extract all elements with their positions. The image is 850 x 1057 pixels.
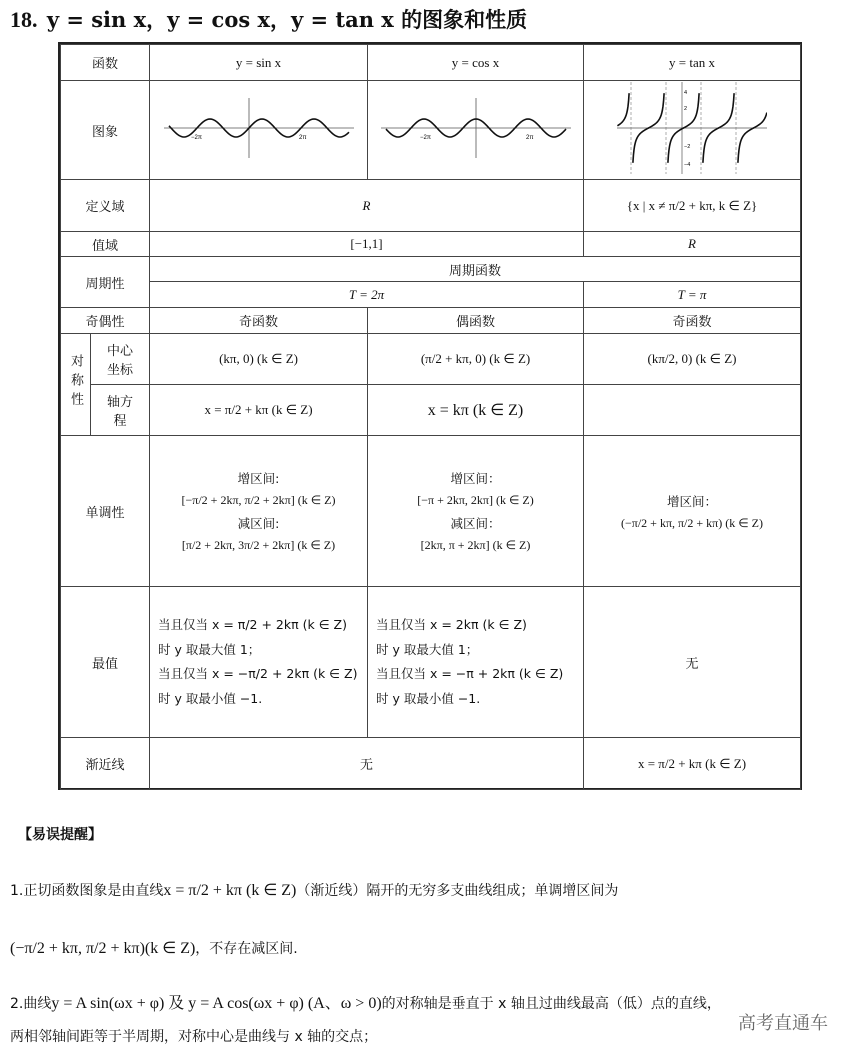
parity-tan: 奇函数	[584, 308, 801, 334]
cos-graph-cell	[368, 81, 584, 180]
monotonic-sin	[150, 436, 368, 587]
row-label-extrema: 最值	[61, 587, 150, 738]
header-function: 函数	[61, 45, 150, 81]
row-label-asymptote: 渐近线	[61, 738, 150, 790]
inc-label: 增区间：	[667, 493, 718, 509]
tick-neg2pi: −2π	[419, 135, 431, 141]
row-label-graph: 图象	[61, 81, 150, 180]
cos-inc: [−π + 2kπ, 2kπ] (k ∈ Z)	[417, 493, 534, 507]
tick-neg2: −2	[684, 144, 691, 150]
sin-inc: [−π/2 + 2kπ, π/2 + 2kπ] (k ∈ Z)	[181, 493, 336, 507]
parity-sin: 奇函数	[150, 308, 368, 334]
period-type: 周期函数	[150, 257, 801, 282]
section-title	[10, 4, 527, 34]
header-sin: y = sin x	[150, 45, 368, 81]
axis-cos: x = kπ (k ∈ Z)	[368, 385, 584, 436]
section-number: 18.	[10, 7, 38, 32]
monotonic-cos	[368, 436, 584, 587]
table-row	[61, 308, 801, 334]
cos-min-cond: 当且仅当 x = −π + 2kπ (k ∈ Z)	[376, 666, 564, 681]
asymptote-sincos: 无	[150, 738, 584, 790]
header-tan: y = tan x	[584, 45, 801, 81]
axis-tan-empty	[584, 385, 801, 436]
tick-neg2pi: −2π	[190, 135, 202, 141]
watermark: 高考直通车	[738, 1013, 828, 1034]
axis-sin: x = π/2 + kπ (k ∈ Z)	[150, 385, 368, 436]
table-row	[61, 436, 801, 587]
extrema-cos	[368, 587, 584, 738]
tan-inc: (−π/2 + kπ, π/2 + kπ) (k ∈ Z)	[621, 515, 763, 530]
row-label-symmetry: 对称性	[61, 334, 91, 436]
row-label-monotonic: 单调性	[61, 436, 150, 587]
cos-max: 时 y 取最大值 1；	[376, 641, 479, 657]
sin-min-cond: 当且仅当 x = −π/2 + 2kπ (k ∈ Z)	[158, 666, 358, 681]
table-row	[61, 587, 801, 738]
section-title-text: y = sin x，y = cos x，y = tan x 的图象和性质	[46, 7, 528, 32]
asymptote-tan: x = π/2 + kπ (k ∈ Z)	[584, 738, 801, 790]
tick-2pi: 2π	[525, 135, 533, 141]
table-row	[61, 334, 801, 385]
center-cos: (π/2 + kπ, 0) (k ∈ Z)	[368, 334, 584, 385]
table-row	[61, 180, 801, 232]
range-sincos: [−1,1]	[150, 232, 584, 257]
tan-graph-cell	[584, 81, 801, 180]
parity-cos: 偶函数	[368, 308, 584, 334]
row-label-parity: 奇偶性	[61, 308, 150, 334]
center-sin: (kπ, 0) (k ∈ Z)	[150, 334, 368, 385]
extrema-tan: 无	[584, 587, 801, 738]
tick-2pi: 2π	[298, 135, 306, 141]
sin-max: 时 y 取最大值 1；	[158, 641, 261, 657]
table-row	[61, 282, 801, 308]
period-tan: T = π	[584, 282, 801, 308]
tan-branch	[617, 93, 629, 126]
row-label-range: 值域	[61, 232, 150, 257]
tan-graph	[617, 82, 767, 174]
tick-neg4: −4	[684, 162, 691, 168]
sin-max-cond: 当且仅当 x = π/2 + 2kπ (k ∈ Z)	[158, 617, 347, 632]
table-row	[61, 81, 801, 180]
period-sincos: T = 2π	[150, 282, 584, 308]
monotonic-tan	[584, 436, 801, 587]
row-label-period: 周期性	[61, 257, 150, 308]
tan-branch	[738, 113, 767, 163]
label-center: 中心坐标	[91, 334, 150, 385]
label-axis: 轴方程	[91, 385, 150, 436]
range-tan: R	[584, 232, 801, 257]
tick-4: 4	[684, 90, 688, 96]
cos-min: 时 y 取最小值 −1.	[376, 690, 481, 706]
dec-label: 减区间:	[237, 516, 280, 531]
domain-tan: {x | x ≠ π/2 + kπ, k ∈ Z}	[584, 180, 801, 232]
table-row	[61, 232, 801, 257]
domain-sincos: R	[150, 180, 584, 232]
inc-label: 增区间：	[450, 471, 501, 486]
sin-dec: [π/2 + 2kπ, 3π/2 + 2kπ] (k ∈ Z)	[181, 538, 336, 552]
inc-label: 增区间:	[237, 471, 280, 486]
cos-dec: [2kπ, π + 2kπ] (k ∈ Z)	[420, 538, 531, 552]
cos-graph	[376, 93, 576, 163]
note-1-line-1: 1.正切函数图象是由直线x = π/2 + kπ (k ∈ Z)（渐近线）隔开的无穷多支曲线组成；单调增区间为	[10, 882, 619, 899]
table-row	[61, 385, 801, 436]
dec-label: 减区间：	[450, 516, 501, 531]
header-cos: y = cos x	[368, 45, 584, 81]
note-2-line-2: 两相邻轴间距等于半周期，对称中心是曲线与 x 轴的交点；	[10, 1029, 378, 1045]
notes-heading: 【易误提醒】	[18, 827, 102, 843]
sin-graph-cell	[150, 81, 368, 180]
extrema-sin	[150, 587, 368, 738]
tick-2: 2	[684, 106, 688, 112]
note-2-line-1: 2.曲线y = A sin(ωx + φ) 及 y = A cos(ωx + φ) (A、ω > 0)的对称轴是垂直于 x 轴且过曲线最高（低）点的直线，	[10, 995, 721, 1012]
center-tan: (kπ/2, 0) (k ∈ Z)	[584, 334, 801, 385]
table-row	[61, 257, 801, 282]
cos-max-cond: 当且仅当 x = 2kπ (k ∈ Z)	[376, 617, 527, 632]
row-label-domain: 定义域	[61, 180, 150, 232]
table-row	[61, 738, 801, 790]
note-1-line-2: (−π/2 + kπ, π/2 + kπ)(k ∈ Z)，不存在减区间.	[10, 940, 298, 957]
trig-properties-table	[60, 44, 801, 790]
table-row	[61, 45, 801, 81]
sin-graph	[159, 93, 359, 163]
sin-min: 时 y 取最小值 −1.	[158, 690, 263, 706]
